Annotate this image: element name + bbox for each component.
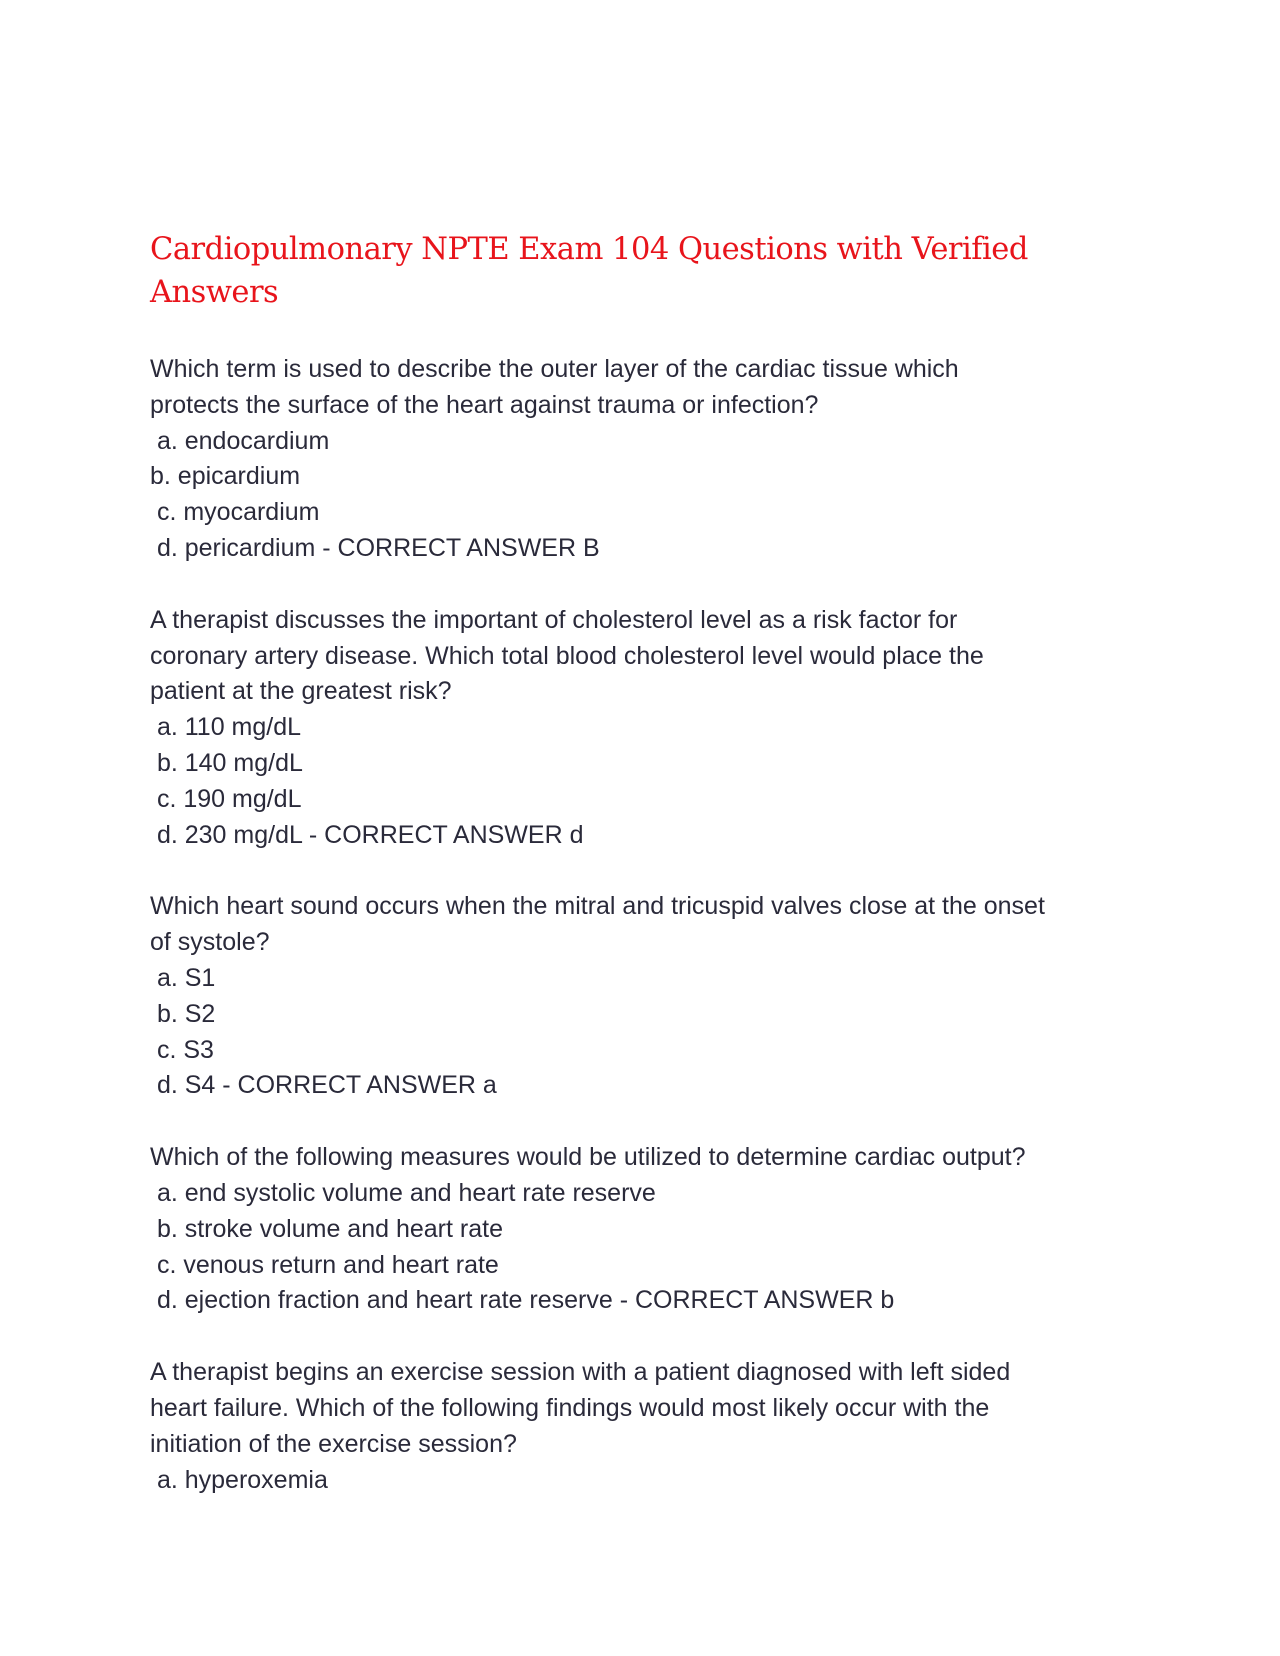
answer-option: a. hyperoxemia [150,1465,328,1494]
answer-option-with-correct-answer: d. S4 - CORRECT ANSWER a [150,1071,497,1100]
question-text: of systole? [150,928,270,957]
question-text: coronary artery disease. Which total blood cholesterol level would place the [150,641,984,670]
answer-option: c. S3 [150,1035,214,1064]
answer-option: b. epicardium [150,462,301,491]
title-line: Cardiopulmonary NPTE Exam 104 Questions with Verified [150,232,1028,267]
answer-option: b. 140 mg/dL [150,748,303,777]
question-5 [150,1355,1150,1498]
answer-option-with-correct-answer: d. pericardium - CORRECT ANSWER B [150,533,600,562]
question-text: Which heart sound occurs when the mitral and tricuspid valves close at the onset [150,892,1045,921]
question-text: initiation of the exercise session? [150,1429,517,1458]
title-line: Answers [150,275,279,310]
question-list [150,352,1150,1534]
question-2 [150,603,1150,854]
question-text: A therapist discusses the important of cholesterol level as a risk factor for [150,605,958,634]
question-text: patient at the greatest risk? [150,677,452,706]
answer-option: a. S1 [150,963,216,992]
answer-option-with-correct-answer: d. 230 mg/dL - CORRECT ANSWER d [150,820,584,849]
document-title [150,228,1150,314]
answer-option: a. 110 mg/dL [150,713,302,742]
question-4 [150,1140,1150,1319]
question-3 [150,889,1150,1104]
answer-option: a. end systolic volume and heart rate reserve [150,1178,656,1207]
answer-option: b. S2 [150,999,216,1028]
question-text: Which of the following measures would be utilized to determine cardiac output? [150,1143,1026,1172]
question-text: heart failure. Which of the following findings would most likely occur with the [150,1393,990,1422]
answer-option: c. venous return and heart rate [150,1250,499,1279]
question-1 [150,352,1150,567]
answer-option: a. endocardium [150,426,330,455]
answer-option: c. 190 mg/dL [150,784,302,813]
answer-option: c. myocardium [150,498,320,527]
question-text: A therapist begins an exercise session with a patient diagnosed with left sided [150,1358,1011,1387]
answer-option: b. stroke volume and heart rate [150,1214,503,1243]
question-text: protects the surface of the heart against trauma or infection? [150,390,819,419]
answer-option-with-correct-answer: d. ejection fraction and heart rate reserve - CORRECT ANSWER b [150,1286,895,1315]
question-text: Which term is used to describe the outer layer of the cardiac tissue which [150,355,959,383]
